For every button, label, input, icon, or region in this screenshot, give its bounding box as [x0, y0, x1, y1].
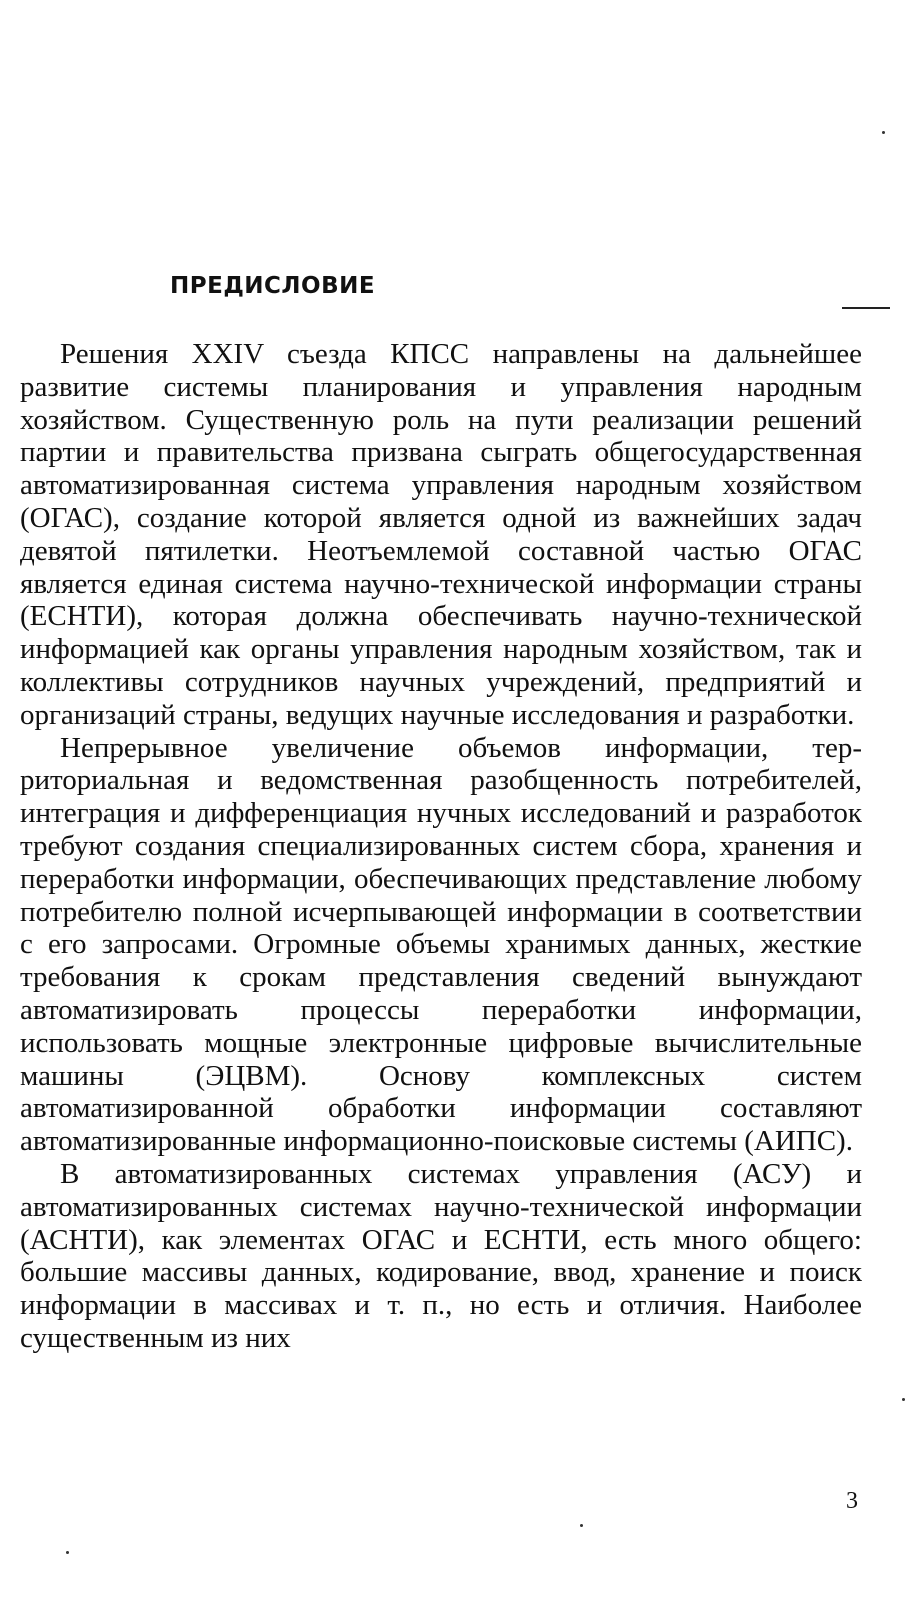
- paragraph: В автоматизированных системах управления (АСУ) и автоматизированных системах научно-технической информации (АСНТИ), как элементах ОГАС и ЕСНТИ, есть много общего: большие массивы данных, кодирование, ввод, хранение и поиск информации в массивах и т. п., но есть и отличия. Наиболее существенным из них: [20, 1157, 862, 1354]
- section-heading: ПРЕДИСЛОВИЕ: [170, 273, 376, 299]
- print-speck: [66, 1551, 69, 1554]
- paragraph: Непрерывное увеличение объемов информации, территориальная и ведомственная разобщенность потребителей, интеграция и дифференциация нучных исследований и разработок требуют создания специализированных систем сбора, хранения и переработки информации, обеспечивающих представление любому потребителю полной исчерпывающей информации в соответствии с его запросами. Огромные объемы хранимых данных, жесткие требования к срокам представления сведений вынуждают автоматизировать процессы переработки информации, использовать мощные электронные цифровые вычислительные машины (ЭЦВМ). Основу комплексных систем автоматизированной обработки информации составляют автоматизированные информационно-поисковые системы (АИПС).: [20, 731, 862, 1158]
- print-speck: [882, 131, 885, 134]
- print-speck: [902, 1398, 905, 1401]
- margin-rule: [842, 307, 890, 309]
- body-text: [20, 338, 862, 1355]
- paragraph: Решения XXIV съезда КПСС направлены на дальнейшее развитие системы планирования и управления народным хозяйством. Существенную роль на пути реализации решений партии и правительства призвана сыграть общегосударственная автоматизированная система управления народным хозяйством (ОГАС), создание которой является одной из важнейших задач девятой пятилетки. Неотъемлемой составной частью ОГАС является единая система научно-технической информации страны (ЕСНТИ), которая должна обеспечивать научно-технической информацией как органы управления народным хозяйством, так и коллективы сотрудников научных учреждений, предприятий и организаций страны, ведущих научные исследования и разработки.: [20, 338, 862, 731]
- print-speck: [580, 1524, 583, 1527]
- page-number: 3: [846, 1488, 858, 1514]
